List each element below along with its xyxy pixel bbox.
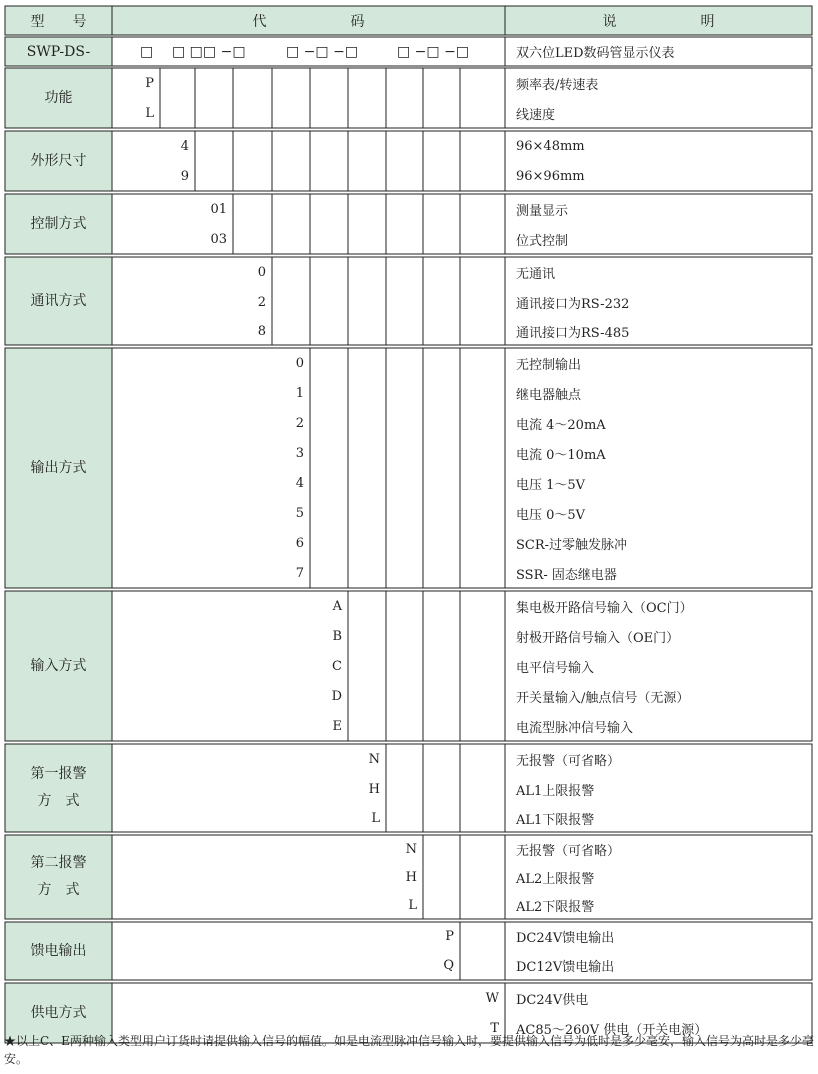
option-desc: 无报警（可省略） xyxy=(516,843,621,859)
group-code-cell xyxy=(112,744,505,832)
option-code: W xyxy=(485,990,499,1006)
option-desc: 测量显示 xyxy=(516,203,569,219)
option-code: D xyxy=(331,688,342,704)
option-desc: DC24V馈电输出 xyxy=(516,930,615,946)
header-code: 代 码 xyxy=(252,13,365,30)
option-code: C xyxy=(332,658,342,674)
option-code: P xyxy=(145,75,154,91)
group-label: 供电方式 xyxy=(30,1004,87,1021)
group-code-cell xyxy=(112,348,505,588)
option-desc: 无控制输出 xyxy=(516,357,582,373)
model-desc: 双六位LED数码管显示仪表 xyxy=(516,46,675,61)
option-code: 2 xyxy=(257,294,266,310)
option-code: 3 xyxy=(295,445,304,461)
option-code: 8 xyxy=(257,323,266,339)
group-label: 控制方式 xyxy=(30,215,87,232)
option-desc: 电压 1～5V xyxy=(516,477,586,493)
option-desc: DC24V供电 xyxy=(516,992,589,1008)
option-desc: 无报警（可省略） xyxy=(516,753,621,769)
model-label: SWP-DS- xyxy=(26,43,91,60)
option-code: 7 xyxy=(295,565,304,581)
option-code: 0 xyxy=(257,264,266,280)
option-desc: 通讯接口为RS-232 xyxy=(516,296,630,312)
option-desc: 电流型脉冲信号输入 xyxy=(516,720,634,736)
option-desc: SCR-过零触发脉冲 xyxy=(516,537,628,553)
option-desc: AC85～260V 供电（开关电源） xyxy=(516,1022,708,1038)
group-label: 馈电输出 xyxy=(30,942,87,959)
option-code: L xyxy=(371,810,380,826)
option-code: N xyxy=(368,751,380,767)
option-code: L xyxy=(408,897,417,913)
option-desc: 集电极开路信号输入（OC门） xyxy=(516,600,693,616)
option-code: 9 xyxy=(180,168,189,184)
option-desc: 开关量输入/触点信号（无源） xyxy=(516,690,690,706)
group-label: 外形尺寸 xyxy=(30,152,87,169)
option-code: E xyxy=(332,718,342,734)
option-code: 4 xyxy=(295,475,304,491)
model-code-slot: □ □□ −□ xyxy=(172,43,246,60)
option-code: 03 xyxy=(210,231,227,247)
group-code-cell xyxy=(112,591,505,741)
option-desc: SSR- 固态继电器 xyxy=(516,567,617,583)
option-code: 4 xyxy=(180,138,189,154)
model-code-slot: □ −□ −□ xyxy=(397,43,470,60)
header-desc: 说 明 xyxy=(602,13,715,30)
option-desc: 频率表/转速表 xyxy=(516,77,599,93)
option-code: A xyxy=(332,598,342,614)
option-desc: AL1上限报警 xyxy=(516,783,595,799)
option-desc: 电平信号输入 xyxy=(516,660,595,676)
option-code: 01 xyxy=(210,201,227,217)
option-code: 0 xyxy=(295,355,304,371)
group-code-cell xyxy=(112,194,505,254)
option-desc: 通讯接口为RS-485 xyxy=(516,325,630,341)
option-desc: 射极开路信号输入（OE门） xyxy=(516,630,680,646)
option-desc: 继电器触点 xyxy=(516,387,582,403)
option-code: 5 xyxy=(295,505,304,521)
group-code-cell xyxy=(112,835,505,919)
group-label: 输出方式 xyxy=(30,459,87,476)
header-model: 型 号 xyxy=(30,13,87,30)
option-code: T xyxy=(490,1020,499,1036)
model-code-slot: □ xyxy=(140,43,154,60)
option-desc: 96×96mm xyxy=(516,168,585,184)
option-desc: 电流 4～20mA xyxy=(516,417,606,433)
option-desc: 位式控制 xyxy=(516,233,569,249)
option-code: 1 xyxy=(295,385,304,401)
option-desc: 电流 0～10mA xyxy=(516,447,606,463)
option-desc: AL2下限报警 xyxy=(516,899,595,915)
option-desc: DC12V馈电输出 xyxy=(516,959,615,975)
option-code: 6 xyxy=(295,535,304,551)
group-code-cell xyxy=(112,68,505,128)
footnote: ★以上C、E两种输入类型用户订货时请提供输入信号的幅值。如是电流型脉冲信号输入时，要提供输入信号为低时是多少毫安，输入信号为高时是多少毫安。 xyxy=(4,1034,814,1066)
group-label: 功能 xyxy=(44,89,73,106)
option-code: L xyxy=(145,105,154,121)
option-desc: 电压 0～5V xyxy=(516,507,586,523)
option-desc: AL2上限报警 xyxy=(516,871,595,887)
model-code-slot: □ −□ −□ xyxy=(286,43,359,60)
option-desc: AL1下限报警 xyxy=(516,812,595,828)
option-code: N xyxy=(405,841,417,857)
group-label: 输入方式 xyxy=(30,657,87,674)
group-code-cell xyxy=(112,257,505,345)
option-desc: 96×48mm xyxy=(516,138,585,154)
group-label: 第一报警 方 式 xyxy=(30,766,87,809)
option-code: Q xyxy=(443,957,454,973)
option-code: B xyxy=(332,628,342,644)
option-desc: 无通讯 xyxy=(516,266,556,282)
option-code: H xyxy=(368,781,380,797)
option-code: 2 xyxy=(295,415,304,431)
option-code: H xyxy=(405,869,417,885)
group-label: 第二报警 方 式 xyxy=(30,855,87,898)
group-label: 通讯方式 xyxy=(30,292,87,309)
option-desc: 线速度 xyxy=(516,107,556,123)
option-code: P xyxy=(445,928,454,944)
